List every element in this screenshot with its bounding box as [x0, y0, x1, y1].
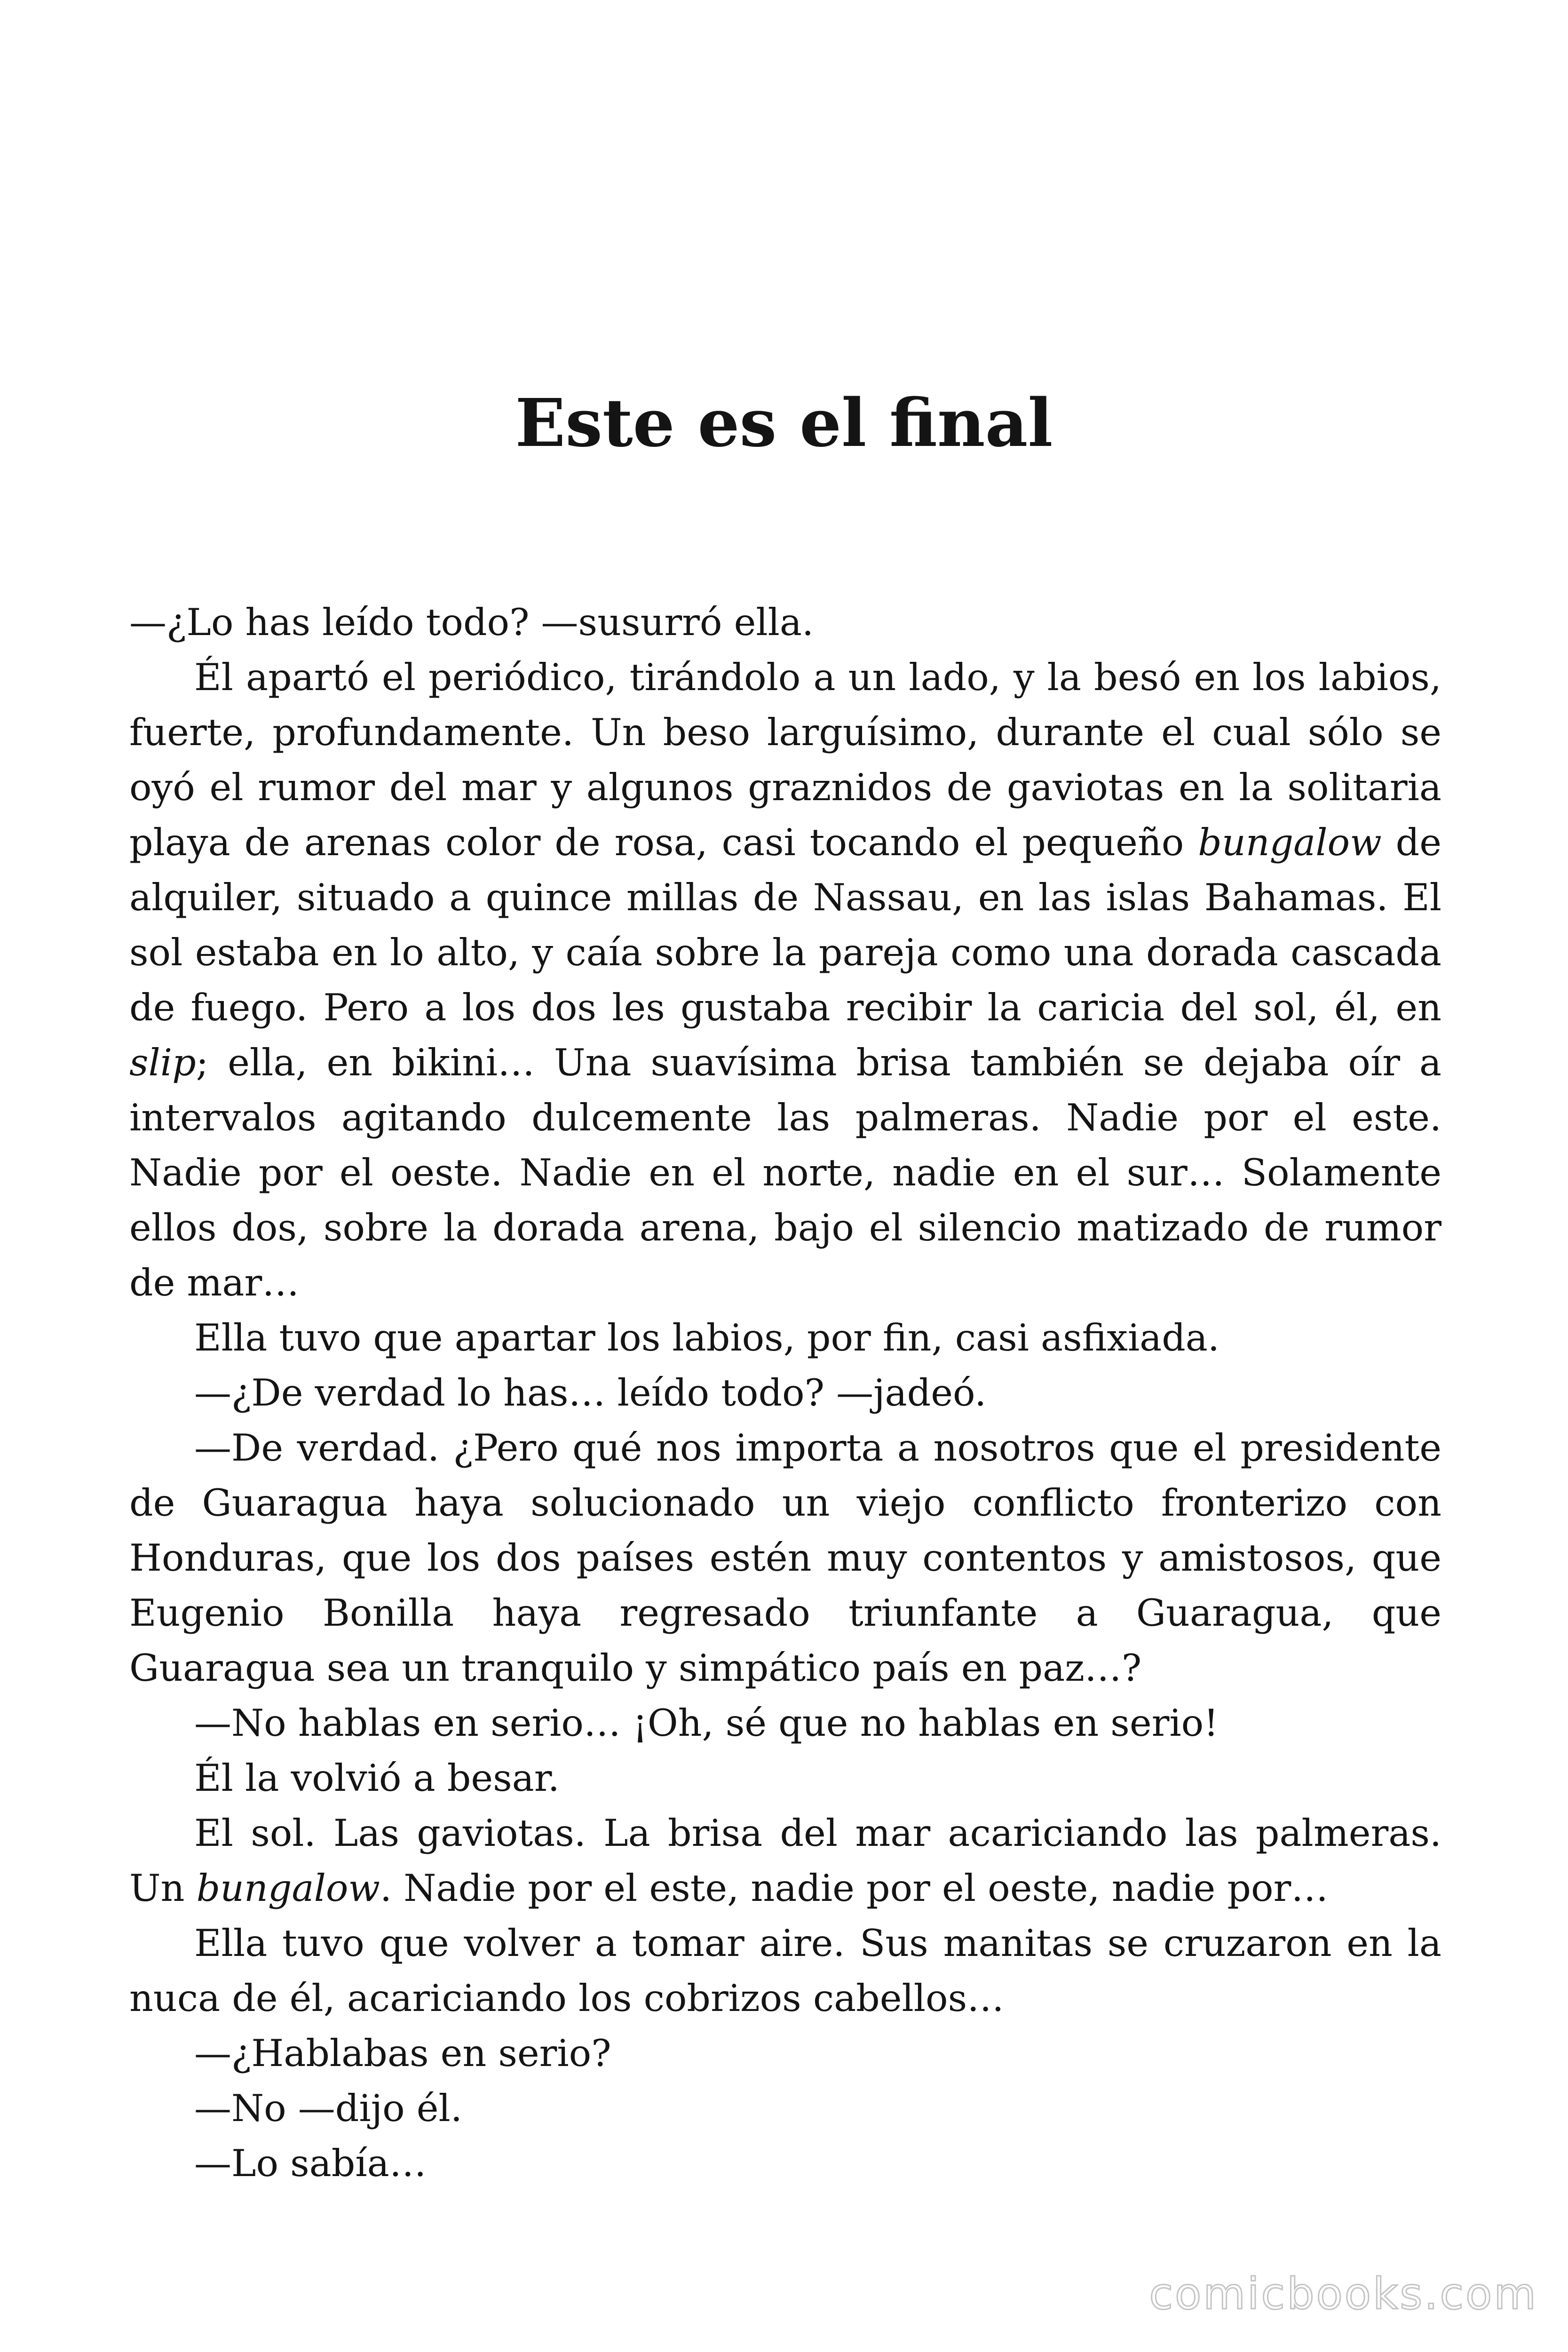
paragraph: —¿Lo has leído todo? —susurró ella. [129, 601, 814, 644]
paragraph: —Lo sabía… [194, 2142, 427, 2185]
paragraph: —¿De verdad lo has… leído todo? —jadeó. [194, 1371, 987, 1414]
paragraph: —De verdad. ¿Pero qué nos importa a nosotros que el presidente de Guaragua haya solucionado un viejo conflicto fronterizo con Honduras, que los dos países estén muy contentos y amistosos, que Eugenio Bonilla haya regresado triunfante a Guaragua, que Guaragua sea un tranquilo y simpático país en paz…? [129, 1426, 1441, 1690]
paragraph: El sol. Las gaviotas. La brisa del mar acariciando las palmeras. Un bungalow. Nadie por el este, nadie por el oeste, nadie por… [129, 1812, 1441, 1910]
italic-word: bungalow [1198, 821, 1382, 864]
watermark: comicbooks.com [1149, 2269, 1538, 2319]
italic-word: bungalow [196, 1867, 380, 1910]
paragraph: Ella tuvo que volver a tomar aire. Sus manitas se cruzaron en la nuca de él, acariciando los cobrizos cabellos… [129, 1922, 1441, 2020]
paragraph: Él apartó el periódico, tirándolo a un lado, y la besó en los labios, fuerte, profundamente. Un beso larguísimo, durante el cual sólo se oyó el rumor del mar y algunos graznidos de gaviotas en la solitaria playa de arenas color de rosa, casi tocando el pequeño bungalow de alquiler, situado a quince millas de Nassau, en las islas Bahamas. El sol estaba en lo alto, y caía sobre la pareja como una dorada cascada de fuego. Pero a los dos les gustaba recibir la caricia del sol, él, en slip; ella, en bikini… Una suavísima brisa también se dejaba oír a intervalos agitando dulcemente las palmeras. Nadie por el este. Nadie por el oeste. Nadie en el norte, nadie en el sur… Solamente ellos dos, sobre la dorada arena, bajo el silencio matizado de rumor de mar… [129, 656, 1441, 1304]
paragraph: Él la volvió a besar. [194, 1756, 560, 1800]
chapter-title: Este es el final [515, 385, 1053, 462]
paragraph: Ella tuvo que apartar los labios, por fin, casi asfixiada. [194, 1316, 1220, 1359]
paragraph: —No hablas en serio… ¡Oh, sé que no hablas en serio! [194, 1701, 1219, 1745]
italic-word: slip [129, 1041, 196, 1084]
body-text [129, 595, 1441, 2191]
paragraph: —No —dijo él. [194, 2087, 462, 2130]
paragraph: —¿Hablabas en serio? [194, 2032, 611, 2075]
